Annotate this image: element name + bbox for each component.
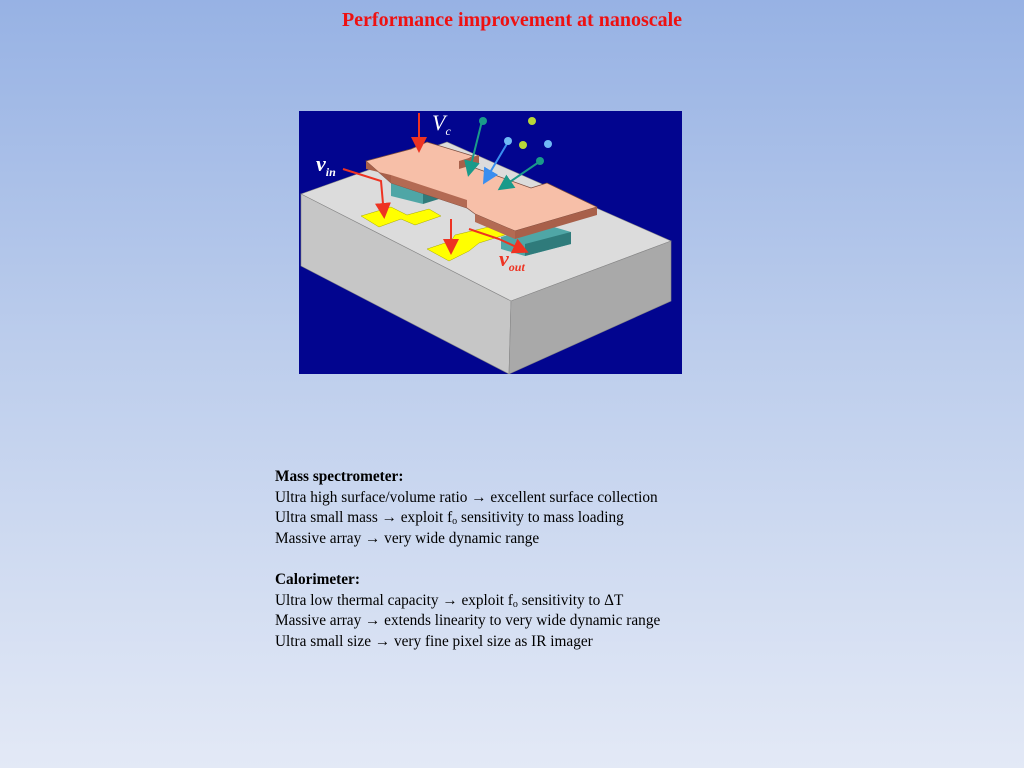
body-text — [275, 467, 835, 652]
text-line: Massive array → extends linearity to very wide dynamic range — [275, 612, 661, 630]
vout-label: $v_{out}$ — [499, 246, 525, 274]
text-line: Ultra low thermal capacity → exploit $f_o$ sensitivity to ΔT — [275, 591, 624, 610]
vc-label: $V_c$ — [432, 111, 451, 138]
slide-title: Performance improvement at nanoscale — [341, 9, 683, 31]
section-heading-mass-spectrometer: Mass spectrometer: — [275, 468, 404, 485]
text-line: Ultra small mass → exploit $f_o$ sensitivity to mass loading — [275, 509, 624, 528]
nems-device-diagram — [299, 111, 682, 374]
section-heading-calorimeter: Calorimeter: — [275, 570, 360, 588]
text-line: Massive array → very wide dynamic range — [275, 529, 540, 547]
vin-label: $v_{in}$ — [316, 151, 336, 179]
text-line: Ultra high surface/volume ratio → excellent surface collection — [275, 488, 658, 506]
nems-device-figure — [299, 111, 682, 374]
text-line: Ultra small size → very fine pixel size as IR imager — [275, 632, 593, 650]
